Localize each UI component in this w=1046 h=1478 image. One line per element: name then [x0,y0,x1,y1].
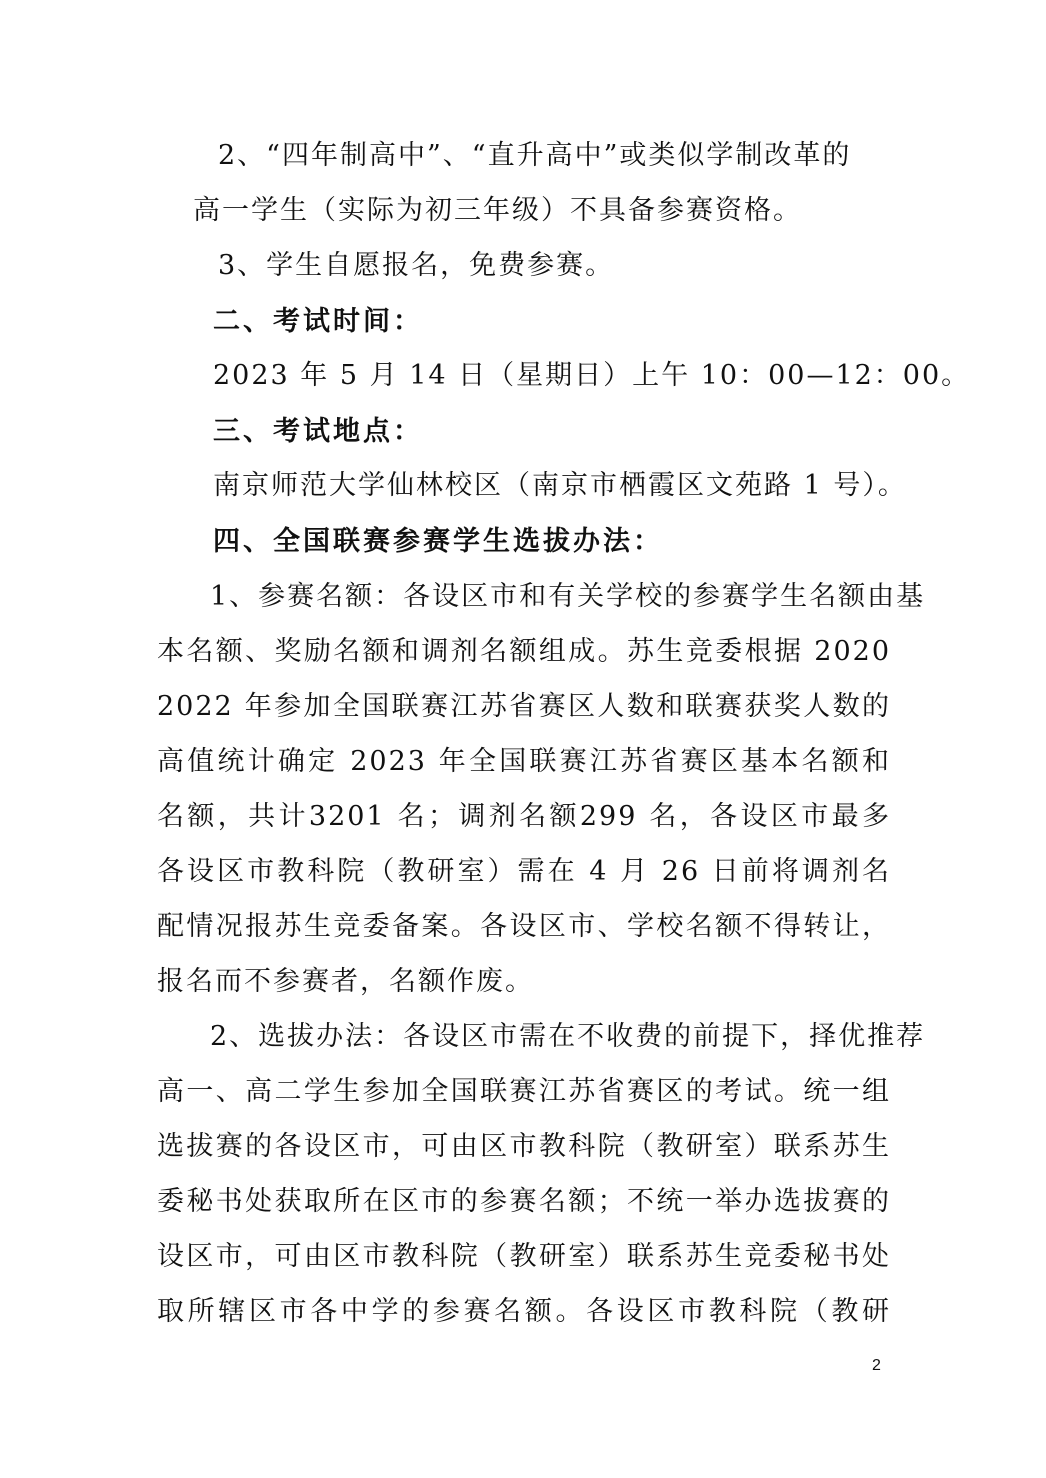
paragraph-line: 2、“四年制高中”、“直升高中”或类似学制改革的 [218,140,852,171]
section-heading: 二、考试时间： [213,306,423,337]
paragraph-line: 南京师范大学仙林校区（南京市栖霞区文苑路 1 号）。 [213,470,907,501]
paragraph-line: 配情况报苏生竞委备案。各设区市、学校名额不得转让， [157,911,891,942]
paragraph-line: 报名而不参赛者，名额作废。 [157,966,534,997]
paragraph-line: 选拔赛的各设区市，可由区市教科院（教研室）联系苏生 [157,1131,891,1162]
paragraph-line: 高值统计确定 2023 年全国联赛江苏省赛区基本名额和 [157,746,891,777]
paragraph-line: 2023 年 5 月 14 日（星期日）上午 10：00—12：00。 [213,360,971,391]
paragraph-line: 设区市，可由区市教科院（教研室）联系苏生竞委秘书处 [157,1241,891,1272]
page-number: 2 [872,1357,881,1374]
paragraph-line: 2、选拔办法：各设区市需在不收费的前提下，择优推荐 [210,1021,926,1052]
paragraph-line: 高一学生（实际为初三年级）不具备参赛资格。 [193,195,802,226]
paragraph-line: 1、参赛名额：各设区市和有关学校的参赛学生名额由基 [210,581,926,612]
paragraph-line: 取所辖区市各中学的参赛名额。各设区市教科院（教研 [157,1296,891,1327]
paragraph-line: 委秘书处获取所在区市的参赛名额；不统一举办选拔赛的 [157,1186,891,1217]
section-heading: 三、考试地点： [213,416,423,447]
section-heading: 四、全国联赛参赛学生选拔办法： [213,526,663,557]
paragraph-line: 2022 年参加全国联赛江苏省赛区人数和联赛获奖人数的 [157,691,891,722]
paragraph-line: 名额，共计3201 名；调剂名额299 名，各设区市最多 [157,801,891,832]
paragraph-line: 各设区市教科院（教研室）需在 4 月 26 日前将调剂名 [157,856,891,887]
paragraph-line: 3、学生自愿报名，免费参赛。 [218,250,615,281]
paragraph-line: 本名额、奖励名额和调剂名额组成。苏生竞委根据 2020 [157,636,891,667]
paragraph-line: 高一、高二学生参加全国联赛江苏省赛区的考试。统一组 [157,1076,891,1107]
